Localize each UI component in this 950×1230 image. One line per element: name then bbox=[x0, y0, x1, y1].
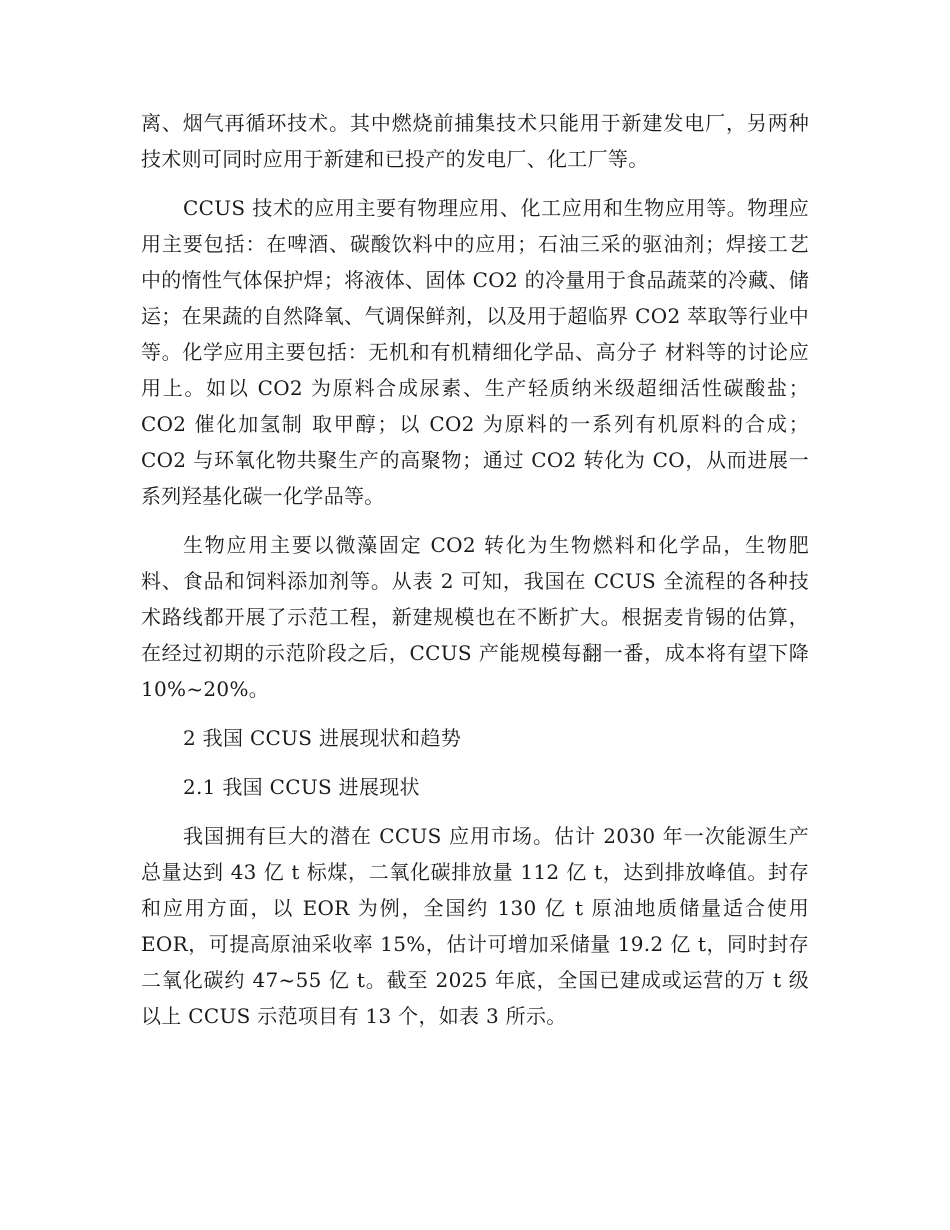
paragraph-biological-applications: 生物应用主要以微藻固定 CO2 转化为生物燃料和化学品，生物肥料、食品和饲料添加剂等。从表 2 可知，我国在 CCUS 全流程的各种技术路线都开展了示范工程，新建规模也在不断扩大。根据麦肯锡的估算，在经过初期的示范阶段之后，CCUS 产能规模每翻一番，成本将有望下降 10%~20%。 bbox=[141, 533, 809, 701]
paragraph-capture-techniques: 离、烟气再循环技术。其中燃烧前捕集技术只能用于新建发电厂，另两种技术则可同时应用于新建和已投产的发电厂、化工厂等。 bbox=[141, 111, 809, 171]
paragraph-china-market: 我国拥有巨大的潜在 CCUS 应用市场。估计 2030 年一次能源生产总量达到 43 亿 t 标煤，二氧化碳排放量 112 亿 t，达到排放峰值。封存和应用方面，以 EOR 为例，全国约 130 亿 t 原油地质储量适合使用 EOR，可提高原油采收率 15%，估计可增加采储量 19.2 亿 t，同时封存二氧化碳约 47~55 亿 t。截至 2025 年底，全国已建成或运营的万 t 级以上 CCUS 示范项目有 13 个，如表 3 所示。 bbox=[141, 824, 809, 1028]
paragraph-ccus-applications: CCUS 技术的应用主要有物理应用、化工应用和生物应用等。物理应用主要包括：在啤酒、碳酸饮料中的应用；石油三采的驱油剂；焊接工艺中的惰性气体保护焊；将液体、固体 CO2 的冷量用于食品蔬菜的冷藏、储运；在果蔬的自然降氧、气调保鲜剂，以及用于超临界 CO2 萃取等行业中等。化学应用主要包括：无机和有机精细化学品、高分子 材料等的讨论应用上。如以 CO2 为原料合成尿素、生产轻质纳米级超细活性碳酸盐；CO2 催化加氢制 取甲醇；以 CO2 为原料的一系列有机原料的合成；CO2 与环氧化物共聚生产的高聚物；通过 CO2 转化为 CO，从而进展一系列羟基化碳一化学品等。 bbox=[141, 196, 809, 508]
subsection-heading: 2.1 我国 CCUS 进展现状 bbox=[183, 775, 420, 799]
document-body bbox=[141, 105, 809, 1047]
section-heading: 2 我国 CCUS 进展现状和趋势 bbox=[183, 726, 462, 750]
